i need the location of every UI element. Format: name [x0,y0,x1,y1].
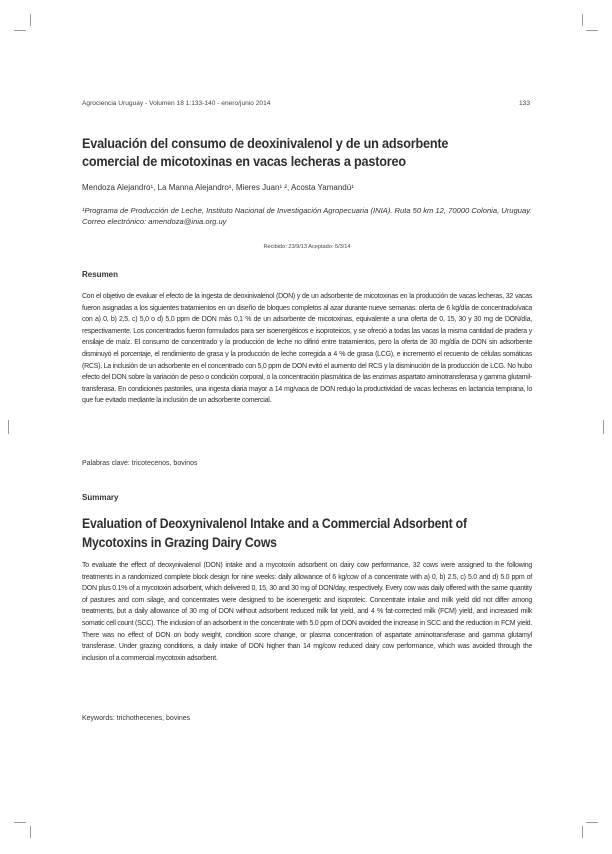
crop-mark [14,30,26,31]
running-head [82,100,530,107]
crop-mark [586,822,598,823]
summary-heading: Summary [82,493,119,502]
crop-mark [30,14,31,26]
authors: Mendoza Alejandro¹, La Manna Alejandro¹, Mieres Juan¹ ², Acosta Yamandú¹ [82,183,354,192]
article-title-es: Evaluación del consumo de deoxinivalenol y de un adsorbente comercial de micotoxinas en vacas lecheras a pastoreo [82,136,449,169]
resumen-heading: Resumen [82,270,119,279]
journal-citation: Agrociencia Uruguay - Volumen 18 1:133-140 - enero/junio 2014 [82,100,271,107]
palabras-clave: Palabras clave: tricotecenos, bovinos [82,460,198,467]
page-number: 133 [518,100,530,107]
article-title-en: Evaluation of Deoxynivalenol Intake and a Commercial Adsorbent of Mycotoxins in Grazing Dairy Cows [82,516,467,550]
crop-mark [8,420,9,434]
crop-mark [14,822,26,823]
summary-text: To evaluate the effect of deoxynivalenol (DON) intake and a mycotoxin adsorbent on dairy cow performance, 32 cows were assigned to the following treatments in a randomized complete block design for nine weeks: daily allowance of 6 kg/cow of a concentrate with a) 0, b) 2.5, c) 5.0 and d) 5.0 ppm of DON plus 0.1% of a mycotoxin adsorbent, which delivered 0, 15, 30 and 30 mg of DON/day, respectively. Every cow was daily offered with the same quantity of pastures and corn silage, and concentrates were designed to be isoenergetic and isoproteic. Concentrate intake and milk yield did not differ among treatments, but a daily allowance of 30 mg of DON without adsorbent reduced milk fat yield, and 4 % fat-corrected milk (FCM) yield, and increased milk somatic cell count (SCC). The inclusion of an adsorbent in the concentrate with 5.0 ppm of DON avoided the increase in SCC and the reduction in FCM yield. There was no effect of DON on body weight, condition score change, or plasma concentration of aspartate aminotransferase and gamma glutamyl transferase. Under grazing conditions, a daily intake of DON higher than 14 mg/cow reduced dairy cow performance, which was avoided through the inclusion of a commercial mycotoxin adsorbent. [82,562,532,662]
keywords-en: Keywords: trichothecenes, bovines [82,715,191,722]
crop-mark [30,826,31,838]
received-accepted-dates: Recibido: 23/9/13 Aceptado: 5/3/14 [263,244,351,250]
affiliation: ¹Programa de Producción de Leche, Instituto Nacional de Investigación Agropecuaria (INIA). Ruta 50 km 12, 70000 Colonia, Uruguay. Correo electrónico: amendoza@inia.org.uy [82,206,532,226]
resumen-text: Con el objetivo de evaluar el efecto de la ingesta de deoxinivalenol (DON) y de un adsorbente de micotoxinas en la producción de vacas lecheras, 32 vacas fueron asignadas a los siguientes tratamientos en un diseño de bloques completos al azar durante nueve semanas: oferta de 6 kg/día de concentrado/vaca con a) 0, b) 2,5, c) 5,0 o d) 5,0 ppm de DON más 0,1 % de un adsorbente de micotoxinas, equivalente a una oferta de 0, 15, 30 y 30 mg de DON/día, respectivamente. Los concentrados fueron formulados para ser isoenergéticos e isoproteicos, y se ofreció a todas las vacas la misma cantidad de pradera y ensilaje de maíz. El consumo de concentrado y la producción de leche no difirió entre tratamientos, pero la oferta de 30 mg/día de DON sin adsorbente disminuyó el porcentaje, el rendimiento de grasa y la producción de leche corregida a 4 % de grasa (LCG), e incrementó el recuento de células somáticas (RCS). La inclusión de un adsorbente en el concentrado con 5,0 ppm de DON evitó el aumento del RCS y la disminución de la producción de LCG. No hubo efecto del DON sobre la variación de peso o condición corporal, o la concentración plasmática de las enzimas aspartato aminotransferasa y gamma glutamil-transferasa. En condiciones pastoriles, una ingesta diaria mayor a 14 mg/vaca de DON redujo la productividad de vacas lecheras en lactancia temprana, lo que fue evitado mediante la inclusión de un adsorbente comercial. [82,293,532,405]
crop-mark [582,826,583,838]
crop-mark [586,30,598,31]
crop-mark [582,14,583,26]
crop-mark [603,420,604,434]
